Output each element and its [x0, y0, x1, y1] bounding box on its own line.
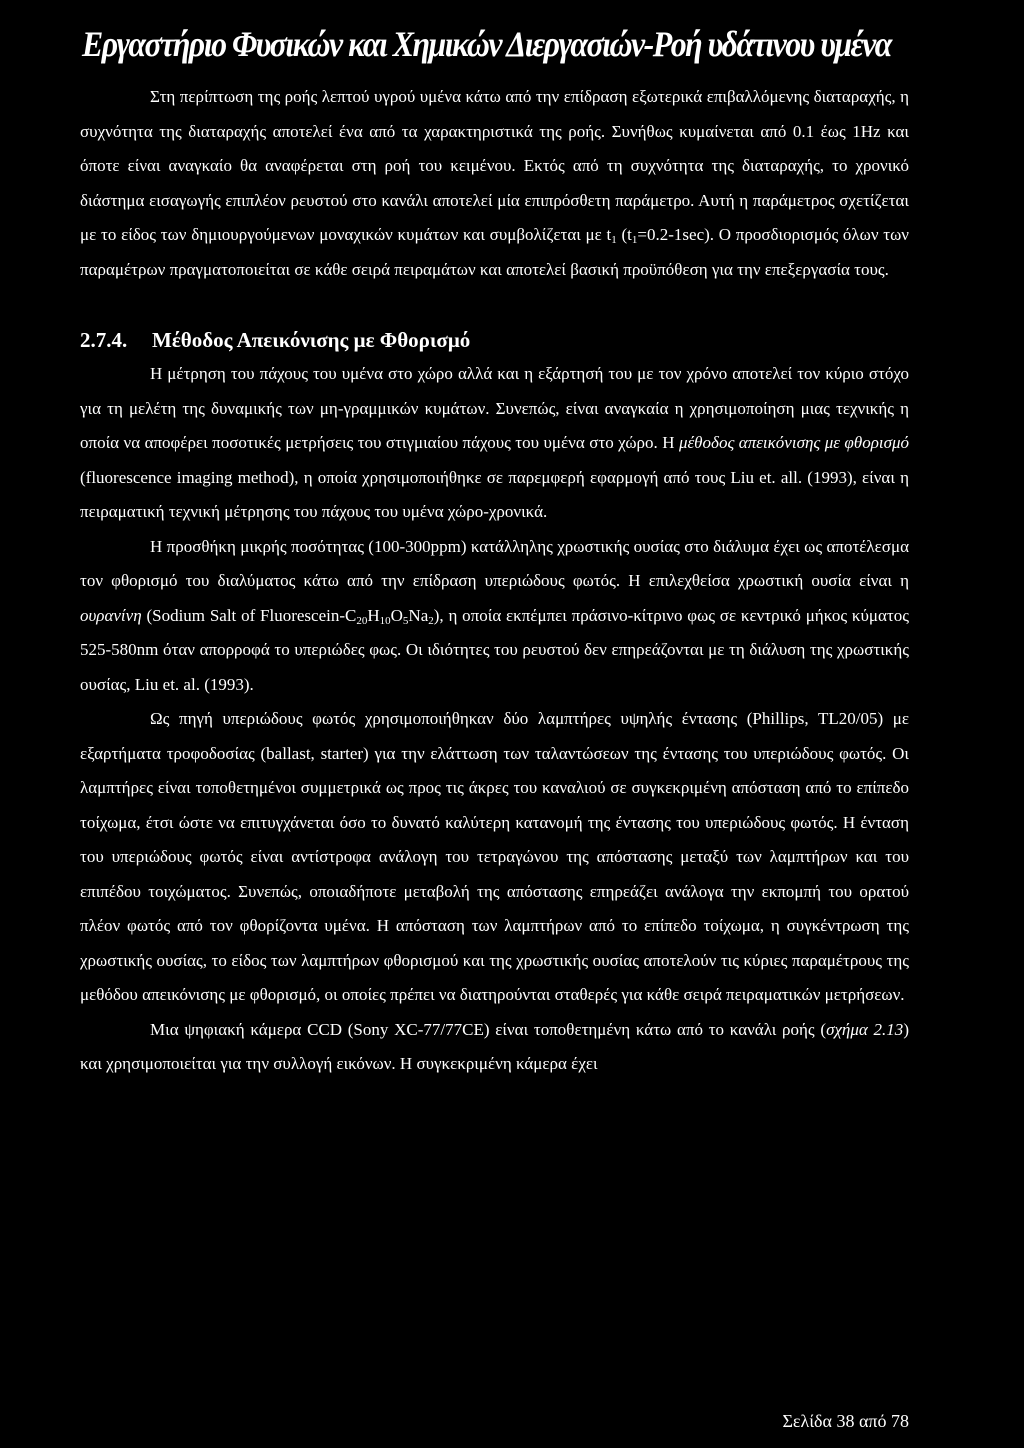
text-run: Στη περίπτωση της ροής λεπτού υγρού υμένα κάτω από την επίδραση εξωτερικά επιβαλλόμενης διαταραχής, η συχνότητα της διαταραχής αποτελεί ένα από τα χαρακτηριστικά της ροής. Συνήθως κυμαίνεται από 0.1 έως 1Hz και όποτε είναι αναγκαίο θα αναφέρεται στη ροή του κειμένου. Εκτός από τη συχνότητα της διαταραχής, το χρονικό διάστημα εισαγωγής επιπλέον ρευστού στο κανάλι αποτελεί μία επιπρόσθετη παράμετρο. Αυτή η παράμετρος σχετίζεται με το είδος των δημιουργούμενων μοναχικών κυμάτων και συμβολίζεται με t [80, 87, 909, 244]
subscript: 20 [356, 614, 368, 627]
running-header: Εργαστήριο Φυσικών και Χημικών Διεργασιών-Ροή υδάτινου υμένα [82, 24, 891, 64]
text-run: (Sodium Salt of Fluorescein-C [141, 605, 357, 625]
text-run: (t [616, 225, 632, 244]
figure-reference: σχήμα 2.13 [826, 1019, 904, 1039]
spacer [80, 287, 909, 323]
text-run: Μια ψηφιακή κάμερα CCD (Sony XC-77/77CE) είναι τοποθετημένη κάτω από το κανάλι ροής ( [150, 1019, 827, 1039]
text-run: (fluorescence imaging method), η οποία χρησιμοποιήθηκε σε παρεμφερή εφαρμογή από τους Liu et. all. (1993), είναι η πειραματική τεχνική μέτρησης του πάχους του υμένα χώρο-χρονικά. [80, 467, 909, 521]
text-run: H [367, 605, 380, 625]
text-run: ) και χρησιμοποιείται για την συλλογή εικόνων. Η συγκεκριμένη κάμερα έχει [80, 1019, 909, 1073]
section-title: Μέθοδος Απεικόνισης με Φθορισμό [152, 328, 471, 352]
subscript: 10 [379, 614, 391, 627]
subscript: 1 [631, 234, 638, 246]
paragraph-dye [80, 530, 909, 703]
subscript: 1 [611, 234, 617, 246]
text-run: ), η οποία εκπέμπει πράσινο-κίτρινο φως σε κεντρικό μήκος κύματος 525-580nm όταν απορροφά το υπεριώδες φως. Οι ιδιότητες του ρευστού δεν επηρεάζονται με τη διάλυση της χρωστικής ουσίας, Liu et. al. (1993). [80, 605, 910, 694]
paragraph-camera [80, 1013, 909, 1082]
subscript: 5 [402, 614, 409, 627]
paragraph-method [80, 357, 909, 530]
text-run: Η προσθήκη μικρής ποσότητας (100-300ppm) κατάλληλης χρωστικής ουσίας στο διάλυμα έχει ως αποτέλεσμα τον φθορισμό του διαλύματος κάτω από την επίδραση υπεριώδους φωτός. Η επιλεχθείσα χρωστική ουσία είναι η [80, 536, 909, 590]
subscript: 2 [428, 614, 434, 627]
text-run: =0.2-1sec). Ο προσδιορισμός όλων των παραμέτρων πραγματοποιείται σε κάθε σειρά πειραμάτων και αποτελεί βασική προϋπόθεση για την επεξεργασία τους. [80, 225, 909, 279]
paragraph-disturbance [80, 80, 909, 287]
text-run: Na [408, 605, 429, 625]
text-run: Η μέτρηση του πάχους του υμένα στο χώρο αλλά και η εξάρτησή του με τον χρόνο αποτελεί τον κύριο στόχο για τη μελέτη της δυναμικής των μη-γραμμικών κυμάτων. Συνεπώς, είναι αναγκαία η χρησιμοποίηση μιας τεχνικής η οποία να αποφέρει ποσοτικές μετρήσεις του στιγμιαίου πάχους του υμένα στο χώρο. Η [80, 364, 909, 452]
page-body [80, 80, 909, 1082]
italic-term: ουρανίνη [80, 605, 142, 625]
page-number-footer: Σελίδα 38 από 78 [782, 1411, 909, 1431]
section-heading [80, 323, 909, 357]
section-number: 2.7.4. [80, 328, 128, 352]
italic-term: μέθοδος απεικόνισης με φθορισμό [678, 433, 909, 452]
paragraph-uv-lamps: Ως πηγή υπεριώδους φωτός χρησιμοποιήθηκαν δύο λαμπτήρες υψηλής έντασης (Phillips, TL20/05) με εξαρτήματα τροφοδοσίας (ballast, starter) για την ελάττωση των ταλαντώσεων της έντασης του υπεριώδους φωτός. Οι λαμπτήρες είναι τοποθετημένοι συμμετρικά ως προς τις άκρες του καναλιού σε συγκεκριμένη απόσταση από το επίπεδο τοίχωμα, έτσι ώστε να επιτυγχάνεται όσο το δυνατό καλύτερη κατανομή της έντασης του υπεριώδους φωτός. Η ένταση του υπεριώδους φωτός είναι αντίστροφα ανάλογη του τετραγώνου της απόστασης μεταξύ των λαμπτήρων και του επιπέδου τοιχώματος. Συνεπώς, οποιαδήποτε μεταβολή της απόστασης επηρεάζει ανάλογα την εκπομπή του ορατού πλέον φωτός από τον φθορίζοντα υμένα. Η απόσταση των λαμπτήρων από το επίπεδο τοίχωμα, η συγκέντρωση της χρωστικής ουσίας, το είδος των λαμπτήρων φθορισμού και της χρωστικής ουσίας αποτελούν τις κύριες παραμέτρους της μεθόδου απεικόνισης με φθορισμό, οι οποίες πρέπει να διατηρούνται σταθερές για κάθε σειρά πειραματικών μετρήσεων. [80, 709, 909, 1004]
text-run: O [390, 605, 403, 625]
